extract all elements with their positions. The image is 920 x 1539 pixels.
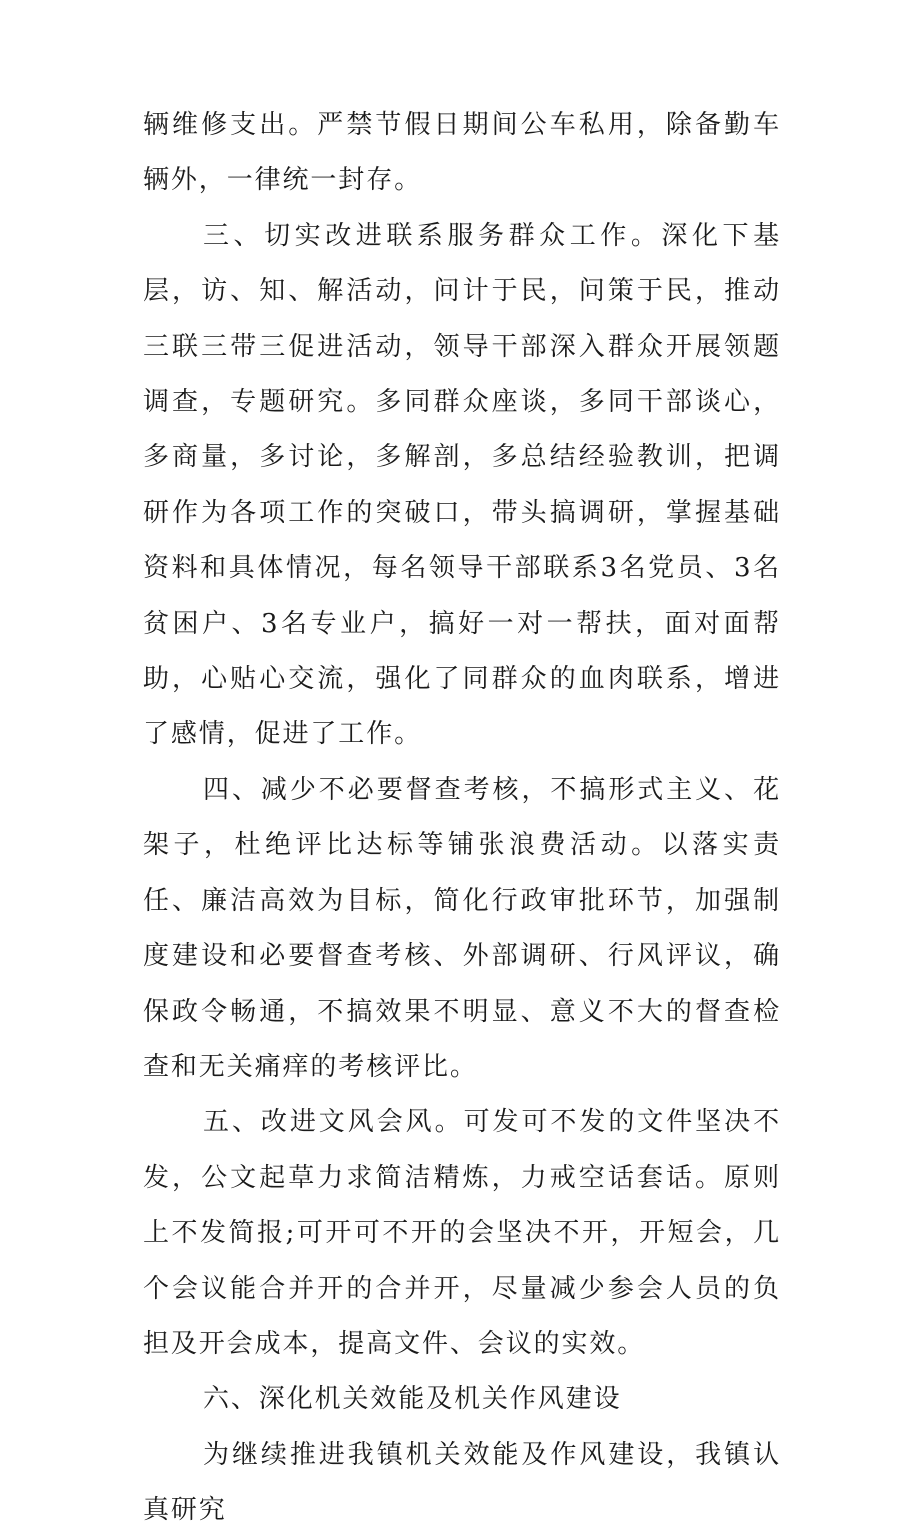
paragraph-section-three: 三、切实改进联系服务群众工作。深化下基层，访、知、解活动，问计于民，问策于民，推动三联三带三促进活动，领导干部深入群众开展领题调查，专题研究。多同群众座谈，多同干部谈心，多商量，多讨论，多解剖，多总结经验教训，把调研作为各项工作的突破口，带头搞调研，掌握基础资料和具体情况，每名领导干部联系3名党员、3名贫困户、3名专业户，搞好一对一帮扶，面对面帮助，心贴心交流，强化了同群众的血肉联系，增进了感情，促进了工作。 bbox=[143, 220, 781, 750]
paragraph-section-four: 四、减少不必要督查考核，不搞形式主义、花架子，杜绝评比达标等铺张浪费活动。以落实责任、廉洁高效为目标，简化行政审批环节，加强制度建设和必要督查考核、外部调研、行风评议，确保政令畅通，不搞效果不明显、意义不大的督查检查和无关痛痒的考核评比。 bbox=[143, 774, 781, 1082]
paragraph-section-five: 五、改进文风会风。可发可不发的文件坚决不发，公文起草力求简洁精炼，力戒空话套话。原则上不发简报;可开可不开的会坚决不开，开短会，几个会议能合并开的合并开，尽量减少参会人员的负担及开会成本，提高文件、会议的实效。 bbox=[143, 1107, 781, 1359]
paragraph-continuation: 辆维修支出。严禁节假日期间公车私用，除备勤车辆外，一律统一封存。 bbox=[143, 110, 781, 196]
section-six-heading: 六、深化机关效能及机关作风建设 bbox=[203, 1384, 622, 1415]
document-body bbox=[143, 98, 781, 1539]
paragraph-section-six-start: 为继续推进我镇机关效能及作风建设，我镇认真研究 bbox=[143, 1439, 781, 1526]
